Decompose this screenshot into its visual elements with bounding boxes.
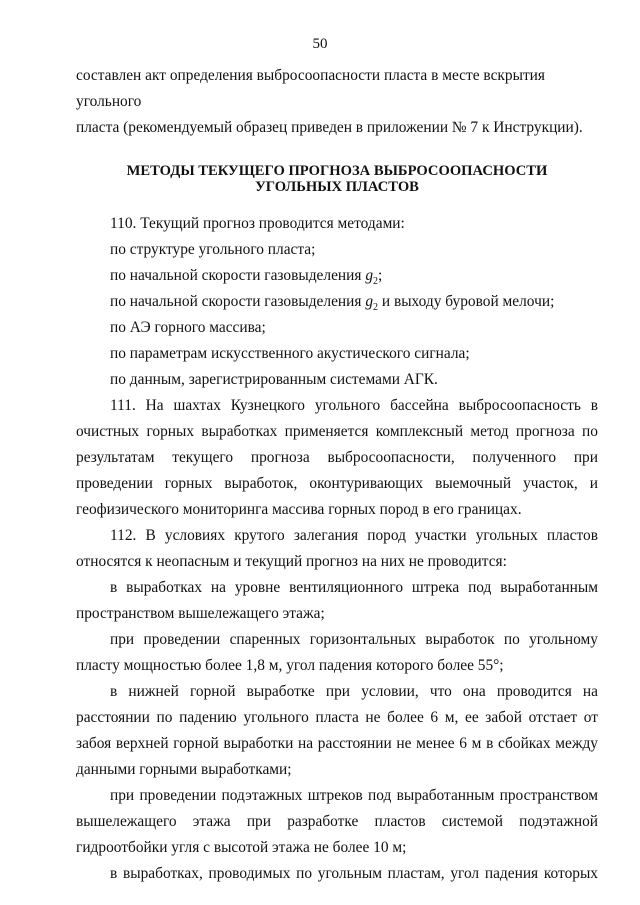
var-g: g — [365, 267, 374, 284]
paragraph-112-item-1: в выработках на уровне вентиляционного штрека под выработанным пространством вышележащего этажа; — [76, 579, 598, 622]
var-g-subscript: 2 — [373, 302, 379, 314]
intro-paragraph — [76, 63, 598, 141]
intro-line-2: пласта (рекомендуемый образец приведен в приложении № 7 к Инструкции). — [76, 119, 583, 136]
method-item-gas-rate-drill-post: и выходу буровой мелочи; — [378, 293, 555, 310]
heading-line-1: МЕТОДЫ ТЕКУЩЕГО ПРОГНОЗА ВЫБРОСООПАСНОСТИ — [126, 163, 548, 179]
method-item-gas-rate — [76, 263, 598, 289]
intro-line-1: составлен акт определения выбросоопасности пласта в месте вскрытия угольного — [76, 67, 545, 110]
method-item-gas-rate-pre: по начальной скорости газовыделения — [110, 267, 366, 284]
method-item-gas-rate-post: ; — [378, 267, 383, 284]
method-item-gas-rate-drill — [76, 289, 598, 315]
heading-line-2: УГОЛЬНЫХ ПЛАСТОВ — [255, 179, 419, 195]
var-g: g — [365, 293, 374, 310]
paragraph-112-item-4: при проведении подэтажных штреков под выработанным пространством вышележащего этажа при разработке пластов системой подэтажной гидроотбойки угля с высотой этажа не более 10 м; — [76, 787, 598, 856]
page-number: 50 — [312, 36, 328, 52]
paragraph-111: 111. На шахтах Кузнецкого угольного бассейна выбросоопасность в очистных горных выработках применяется комплексный метод прогноза по результатам текущего прогноза выбросоопасности, полученного при проведении горных выработок, оконтуривающих выемочный участок, и геофизического мониторинга массива горных пород в его границах. — [76, 397, 598, 518]
method-item-agk: по данным, зарегистрированным системами АГК. — [110, 371, 438, 388]
section-heading — [76, 163, 598, 195]
var-g-subscript: 2 — [373, 276, 379, 288]
paragraph-112-item-2: при проведении спаренных горизонтальных выработок по угольному пласту мощностью более 1,8 м, угол падения которого более 55°; — [76, 631, 598, 674]
paragraph-112-intro: 112. В условиях крутого залегания пород участки угольных пластов относятся к неопасным и текущий прогноз на них не проводится: — [76, 527, 598, 570]
paragraph-112-item-5: в выработках, проводимых по угольным пластам, угол падения которых — [110, 865, 598, 882]
method-item-structure: по структуре угольного пласта; — [110, 241, 316, 258]
document-body — [76, 63, 598, 887]
method-item-acoustic: по параметрам искусственного акустического сигнала; — [110, 345, 470, 362]
method-item-gas-rate-drill-pre: по начальной скорости газовыделения — [110, 293, 366, 310]
paragraph-110-intro: 110. Текущий прогноз проводится методами: — [110, 215, 405, 232]
method-item-ae: по АЭ горного массива; — [110, 319, 266, 336]
paragraph-112-item-3: в нижней горной выработке при условии, что она проводится на расстоянии по падению угольного пласта не более 6 м, ее забой отстает от забоя верхней горной выработки на расстоянии не менее 6 м в сбойках между данными горными выработками; — [76, 683, 598, 778]
